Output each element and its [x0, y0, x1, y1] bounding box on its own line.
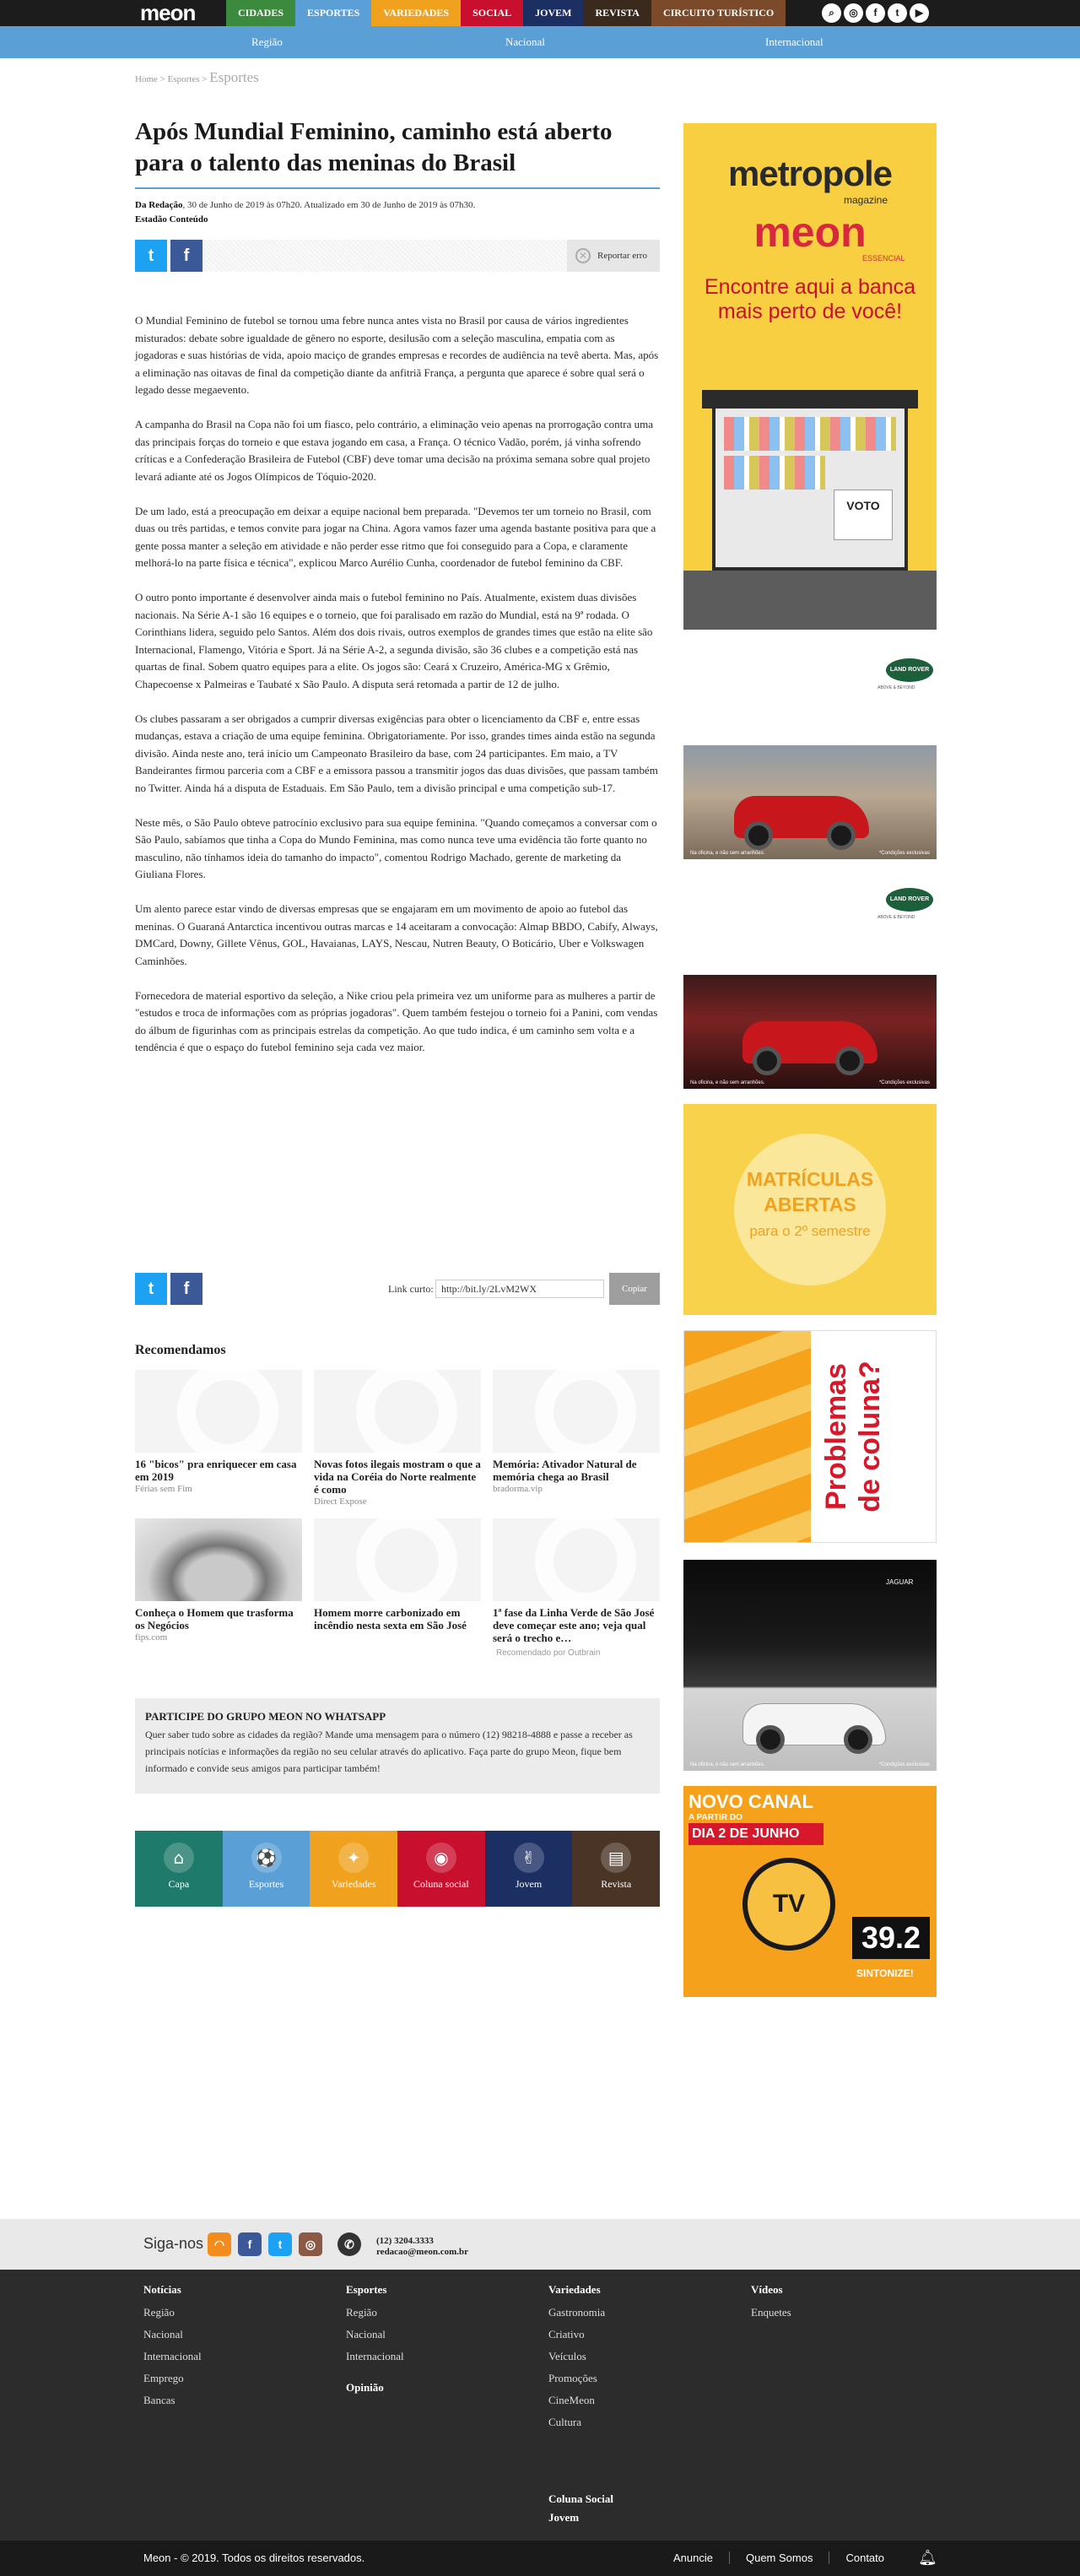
short-link-input[interactable]: http://bit.ly/2LvM2WX — [435, 1280, 604, 1298]
facebook-icon[interactable]: f — [866, 3, 885, 23]
recommended-source: bradorma.vip — [493, 1484, 543, 1494]
article-paragraph: De um lado, está a preocupação em deixar a equipe nacional bem preparada. "Devemos ter um torneio no Brasil, com duas ou três partidas, e temos convite para jogar na China. Agora vamos fazer uma agenda bastante positiva para que a gente possa manter a seleção em atividade e não perder esse ritmo que foi conseguido para a Copa, e claramente melhorá-lo na parte física e técnica", explicou Marco Aurélio Cunha, coordenador de futebol feminino da CBF. — [135, 504, 656, 569]
twitter-share-icon[interactable]: t — [135, 1273, 167, 1305]
breadcrumb-current: Esportes — [209, 69, 259, 85]
footer-link[interactable]: Cultura — [548, 2416, 581, 2428]
tile-label: Coluna social — [413, 1878, 469, 1890]
footer-links — [0, 2270, 1080, 2541]
recommended-thumbnail[interactable] — [493, 1370, 660, 1453]
recommended-headline[interactable]: Novas fotos ilegais mostram o que a vida na Coréia do Norte realmente é como — [314, 1458, 481, 1496]
breadcrumb-home[interactable]: Home — [135, 74, 158, 84]
twitter-icon[interactable]: t — [268, 2232, 292, 2256]
share-bar-top — [135, 240, 660, 272]
tile-label: Jovem — [515, 1878, 543, 1890]
footer-link[interactable]: Nacional — [346, 2328, 386, 2341]
tile-coluna-social[interactable] — [397, 1831, 485, 1907]
land-rover-logo[interactable]: LAND ROVER — [886, 658, 933, 682]
recommended-card[interactable] — [314, 1518, 481, 1632]
footer-column-title[interactable]: Jovem — [548, 2511, 580, 2524]
youtube-icon[interactable]: ▶ — [910, 3, 929, 23]
top-icons — [822, 3, 929, 23]
recommended-card[interactable] — [493, 1518, 660, 1645]
topnav-item-5[interactable]: REVISTA — [583, 0, 651, 26]
facebook-share-icon[interactable]: f — [170, 1273, 202, 1305]
topnav-item-3[interactable]: SOCIAL — [461, 0, 523, 26]
report-error-button[interactable]: ✕ Reportar erro — [567, 240, 660, 272]
sub-nav — [0, 26, 1080, 58]
rss-icon[interactable]: ◠ — [208, 2232, 231, 2256]
top-nav — [226, 0, 786, 26]
follow-label: Siga-nos — [143, 2235, 204, 2252]
share-bar-bottom — [135, 1273, 660, 1305]
footer-link[interactable]: Bancas — [143, 2394, 176, 2406]
footer-column — [548, 2283, 613, 2530]
breadcrumb-section[interactable]: Esportes — [167, 74, 200, 84]
footer-column-title[interactable]: Notícias — [143, 2283, 181, 2296]
home-icon: ⌂ — [164, 1843, 194, 1873]
subnav-item-nacional[interactable]: Nacional — [505, 35, 545, 48]
footer-column — [143, 2283, 202, 2411]
recommended-headline[interactable]: Conheça o Homem que trasforma os Negócios — [135, 1606, 294, 1632]
instagram-icon[interactable]: ◎ — [844, 3, 863, 23]
recommended-source: Férias sem Fim — [135, 1484, 192, 1494]
footer-column-title[interactable]: Opinião — [346, 2381, 384, 2394]
tile-label: Esportes — [248, 1878, 284, 1890]
topnav-item-2[interactable]: VARIEDADES — [371, 0, 461, 26]
article-paragraph: O outro ponto importante é desenvolver ainda mais o futebol feminino no País. Atualmente, existem duas divisões nacionais. Na Série A-1 são 16 equipes e o torneio, que foi paralisado em razão do Mundial, está na 9ª rodada. O Corinthians lidera, seguido pelo Santos. Além dos dois rivais, outros exemplos de grandes times que estão na elite são Internacional, Flamengo, Vitória e Sport. Já na Série A-2, a segunda divisão, são 36 clubes e a competição está nas quartas de final. Sobem quatro equipes para a elite. Os jogos são: Ceará x Cruzeiro, América-MG x Grêmio, Chapecoense x Palmeiras e Taubaté x São Paulo. A disputa será retomada a partir de 12 de julho. — [135, 591, 653, 690]
footer-link[interactable]: CineMeon — [548, 2394, 595, 2406]
topnav-item-1[interactable]: ESPORTES — [295, 0, 371, 26]
topnav-item-0[interactable]: CIDADES — [226, 0, 295, 26]
land-rover-ad[interactable]: Na oficina, e não sem arranhões. *Condições exclusivas — [683, 975, 937, 1089]
party-icon: ✦ — [338, 1843, 369, 1873]
footer-column — [751, 2283, 791, 2324]
anuncie-link[interactable]: Anuncie — [673, 2552, 713, 2564]
recommended-source: Direct Expose — [314, 1496, 367, 1507]
article-paragraph: Um alento parece estar vindo de diversas empresas que se engajaram em um movimento de apoio ao futebol das meninas. O Guaraná Antarctica incentivou outras marcas e 14 aceitaram a convocação: Almap BBDO, Cabify, Always, DMCard, Downy, Gillete Vênus, GOL, Havaianas, LAYS, Nescau, Nutren Beauty, O Boticário, Uber e Volkswagen Caminhões. — [135, 902, 658, 967]
recommended-source: fips.com — [135, 1632, 168, 1642]
contato-link[interactable]: Contato — [829, 2552, 900, 2564]
whatsapp-text: Quer saber tudo sobre as cidades da região? Mande uma mensagem para o número (12) 98218-4888 e passe a receber as principais notícias e informações da região no seu celular através do aplicativo. Faça parte do grupo Meon, fique bem informado e convide seus amigos para participar também! — [145, 1729, 633, 1774]
recommended-headline[interactable]: 16 "bicos" pra enriquecer em casa em 2019 — [135, 1458, 297, 1483]
recommended-thumbnail[interactable] — [135, 1518, 302, 1601]
phone-icon: ✆ — [338, 2232, 361, 2256]
recommended-thumbnail[interactable] — [314, 1370, 481, 1453]
article-paragraph: Os clubes passaram a ser obrigados a cumprir diversas exigências para obter o licenciamento da CBF e, entre essas mudanças, estava a criação de uma equipe feminina. Obrigatoriamente. Por isso, grandes times ainda estão na segunda divisão. Ainda neste ano, terá início um Campeonato Brasileiro da base, com 24 participantes. Em maio, a TV Bandeirantes firmou parceria com a CBF e a emissora passou a transmitir jogos das duas divisões, que passam também no Twitter. Ainda há a disputa de Estaduais. Em São Paulo, tem a divisão principal e uma competição sub-17. — [135, 712, 658, 794]
tile-capa[interactable] — [135, 1831, 223, 1907]
byline: Da Redação — [135, 200, 183, 210]
copyright: Meon - © 2019. Todos os direitos reservados. — [143, 2552, 365, 2564]
article-header — [135, 116, 660, 227]
facebook-icon[interactable]: f — [238, 2232, 262, 2256]
facebook-share-icon[interactable]: f — [170, 240, 202, 272]
land-rover-logo[interactable]: LAND ROVER — [886, 888, 933, 912]
quem-somos-link[interactable]: Quem Somos — [729, 2552, 829, 2564]
article-source: Estadão Conteúdo — [135, 214, 208, 225]
tile-revista[interactable] — [572, 1831, 660, 1907]
article-dates: , 30 de Junho de 2019 às 07h20. Atualizado em 30 de Junho de 2019 às 07h30. — [182, 200, 476, 210]
footer-column-title[interactable]: Coluna Social — [548, 2492, 613, 2505]
page-title: Após Mundial Feminino, caminho está aberto para o talento das meninas do Brasil — [135, 118, 613, 176]
tv-camara-ad[interactable]: NOVO CANAL A PARTIR DO DIA 2 DE JUNHO TV 39.2 SINTONIZE! — [683, 1786, 937, 1997]
tile-label: Capa — [168, 1878, 190, 1890]
article-paragraph: Neste mês, o São Paulo obteve patrocínio exclusivo para sua equipe feminina. "Quando começamos a conversar com o São Paulo, sabíamos que tinha a Copa do Mundo Feminina, mas como nunca teve uma evidência tão forte quanto no masculino, não tínhamos ideia do tamanho do impacto", comentou Rodrigo Machado, gerente de marketing da Giuliana Flores. — [135, 815, 657, 880]
tile-label: Variedades — [331, 1878, 376, 1890]
tile-variedades[interactable] — [310, 1831, 397, 1907]
footer-link[interactable]: Emprego — [143, 2372, 184, 2384]
footer-column-title[interactable]: Esportes — [346, 2283, 387, 2296]
footer-link[interactable]: Região — [346, 2306, 377, 2319]
instagram-icon[interactable]: ◎ — [299, 2232, 322, 2256]
recommended-card[interactable] — [493, 1370, 660, 1494]
tile-esportes[interactable] — [223, 1831, 310, 1907]
contact-info — [376, 2236, 468, 2258]
twitter-share-icon[interactable]: t — [135, 240, 167, 272]
recommended-thumbnail[interactable] — [493, 1518, 660, 1601]
phone-number: (12) 3204.3333 — [376, 2236, 434, 2246]
jaguar-ad[interactable]: JAGUAR Na oficina, e não sem arranhões. *Condições exclusivas — [683, 1560, 937, 1771]
footer-link[interactable]: Veículos — [548, 2350, 586, 2362]
recommended-card[interactable] — [135, 1370, 302, 1494]
subnav-item-internacional[interactable]: Internacional — [765, 35, 824, 48]
land-rover-ad[interactable]: Na oficina, e não sem arranhões. *Condições exclusivas — [683, 745, 937, 859]
footer-column-title[interactable]: Vídeos — [751, 2283, 783, 2296]
article-meta — [135, 198, 660, 227]
article-body — [135, 312, 660, 1074]
metropole-ad[interactable]: metropole magazine meon ESSENCIAL Encontre aqui a banca mais perto de você! VOTO — [683, 123, 937, 630]
footer-link[interactable]: Nacional — [143, 2328, 183, 2341]
section-tiles — [135, 1831, 660, 1907]
footer-link[interactable]: Internacional — [143, 2350, 202, 2362]
twitter-icon[interactable]: t — [888, 3, 907, 23]
recommended-title: Recomendamos — [135, 1343, 226, 1357]
footer-link[interactable]: Enquetes — [751, 2306, 791, 2319]
search-icon[interactable]: ⌕ — [822, 3, 841, 23]
recommended-headline[interactable]: 1ª fase da Linha Verde de São José deve começar este ano; veja qual será o trecho e… — [493, 1606, 655, 1644]
breadcrumb: Home > Esportes > Esportes — [135, 69, 259, 85]
recommended-card[interactable] — [314, 1370, 481, 1507]
top-bar — [0, 0, 1080, 26]
peace-icon: ✌ — [514, 1843, 544, 1873]
whatsapp-title: PARTICIPE DO GRUPO MEON NO WHATSAPP — [145, 1710, 386, 1723]
bell-icon[interactable]: 🔔︎ — [918, 2549, 937, 2567]
topnav-item-6[interactable]: CIRCUITO TURÍSTICO — [651, 0, 786, 26]
outbrain-credit[interactable]: Recomendado por Outbrain — [496, 1648, 601, 1658]
title-divider — [135, 187, 660, 189]
bottom-links — [657, 2552, 900, 2564]
follow-bar — [0, 2219, 1080, 2270]
footer-link[interactable]: Internacional — [346, 2350, 404, 2362]
bottom-bar — [0, 2541, 1080, 2576]
subnav-item-regiao[interactable]: Região — [251, 35, 283, 48]
close-circle-icon: ✕ — [575, 248, 591, 263]
recommended-headline[interactable]: Memória: Ativador Natural de memória chega ao Brasil — [493, 1458, 637, 1483]
recommended-thumbnail[interactable] — [135, 1370, 302, 1453]
footer-link[interactable]: Criativo — [548, 2328, 585, 2341]
footer-link[interactable]: Região — [143, 2306, 175, 2319]
footer-column-title[interactable]: Variedades — [548, 2283, 601, 2296]
footer-column — [346, 2283, 404, 2400]
footer-link[interactable]: Gastronomia — [548, 2306, 606, 2319]
recommended-headline[interactable]: Homem morre carbonizado em incêndio nesta sexta em São José — [314, 1606, 467, 1632]
tile-label: Revista — [601, 1878, 632, 1890]
article-paragraph: O Mundial Feminino de futebol se tornou uma febre nunca antes vista no Brasil por causa de vários ingredientes misturados: debate sobre igualdade de gênero no esporte, desilusão com a seleção masculina, empatia com as jogadoras e suas histórias de vida, apoio maciço de grandes empresas e recordes de audiência na tevê aberta. Mas, após a eliminação nas oitavas de final da competição diante da anfitriã França, a pergunta que aparece é sobre qual será o legado desse megaevento. — [135, 314, 659, 396]
camera-icon: ◉ — [426, 1843, 456, 1873]
meon-logo[interactable]: meon — [140, 0, 196, 25]
topnav-item-4[interactable]: JOVEM — [523, 0, 583, 26]
coluna-ad[interactable]: Problemas de coluna? — [683, 1330, 937, 1543]
recommended-card[interactable] — [135, 1518, 302, 1642]
magazine-icon: ▤ — [601, 1843, 631, 1873]
tv-camara-logo: TV — [742, 1858, 835, 1951]
newsstand-illustration: VOTO — [712, 402, 908, 571]
recommended-thumbnail[interactable] — [314, 1518, 481, 1601]
whatsapp-box — [135, 1698, 660, 1794]
footer-link[interactable]: Promoções — [548, 2372, 597, 2384]
ball-icon: ⚽ — [251, 1843, 282, 1873]
article-paragraph: A campanha do Brasil na Copa não foi um fiasco, pelo contrário, a eliminação veio apenas na prorrogação contra uma das principais forças do torneio e que estava jogando em casa, a França. O técnico Vadão, porém, já vinha sofrendo críticas e a Confederação Brasileira de Futebol (CBF) deve tomar uma decisão na próxima semana sobre qual projeto levará adiante até os Jogos Olímpicos de Tóquio-2020. — [135, 418, 654, 483]
matriculas-ad[interactable]: MATRÍCULAS ABERTAS para o 2º semestre — [683, 1104, 937, 1315]
copy-button[interactable]: Copiar — [609, 1273, 660, 1305]
tile-jovem[interactable] — [485, 1831, 573, 1907]
email-address[interactable]: redacao@meon.com.br — [376, 2247, 469, 2257]
short-link-label: Link curto: — [388, 1283, 434, 1295]
article-paragraph: Fornecedora de material esportivo da seleção, a Nike criou pela primeira vez um uniforme para as mulheres a partir de "estudos e troca de informações com as próprias jogadoras". Quem também festejou o torneio foi a Panini, com vendas do álbum de figurinhas com as principais estrelas da competição. Ao que tudo indica, é um caminho sem volta e a tendência é que o espaço do futebol feminino seja cada vez maior. — [135, 988, 658, 1053]
